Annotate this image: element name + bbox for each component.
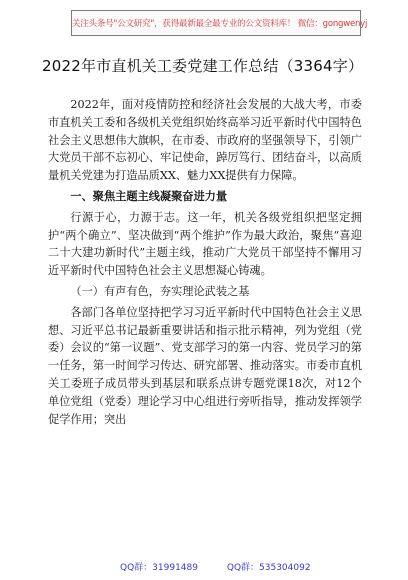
section-heading-1: 一、聚焦主题主线凝聚奋进力量 bbox=[70, 189, 228, 203]
promo-banner bbox=[71, 10, 368, 36]
document-title: 2022年市直机关工委党建工作总结（3364字） bbox=[42, 57, 364, 75]
document-body bbox=[48, 96, 362, 428]
paragraph-subsection-1: 各部门各单位坚持把学习习近平新时代中国特色社会主义思想、习近平总书记最新重要讲话和指示批示精神，列为党组（党委）会议的“第一议题”、党支部学习的第一内容、党员学习的第一任务，第一时间学习传达、研究部署、推动落实。市委市直机关工委班子成员带头到基层和联系点讲专题党课18次，对12个单位党组（党委）理论学习中心组进行旁听指导，推动发挥领学促学作用；突出 bbox=[48, 305, 362, 426]
footer bbox=[120, 560, 337, 573]
footer-qq-group-2: QQ群：535304092 bbox=[226, 563, 311, 573]
paragraph-section-1: 行源于心，力源于志。这一年，机关各级党组织把坚定拥护“两个确立”、坚决做到“两个维护”作为最大政治，聚焦“喜迎二十大建功新时代”主题主线，推动广大党员干部坚持不懈用习近平新时代中国特色社会主义思想凝心铸魂。 bbox=[48, 210, 362, 278]
subsection-heading-1: （一）有声有色，夯实理论武装之基 bbox=[70, 284, 250, 298]
promo-banner-text: 关注头条号"公文研究"，获得最新最全最专业的公文资料库！ 微信：gongwenyj bbox=[72, 19, 368, 29]
footer-qq-group-1: QQ群：31991489 bbox=[120, 563, 198, 573]
paragraph-intro: 2022年，面对疫情防控和经济社会发展的大战大考，市委市直机关工委和各级机关党组织始终高举习近平新时代中国特色社会主义思想伟大旗帜，在市委、市政府的坚强领导下，引领广大党员干部不忘初心、牢记使命，踔厉笃行、团结奋斗，以高质量机关党建为打造品质XX、魅力XX提供有力保障。 bbox=[48, 98, 362, 183]
